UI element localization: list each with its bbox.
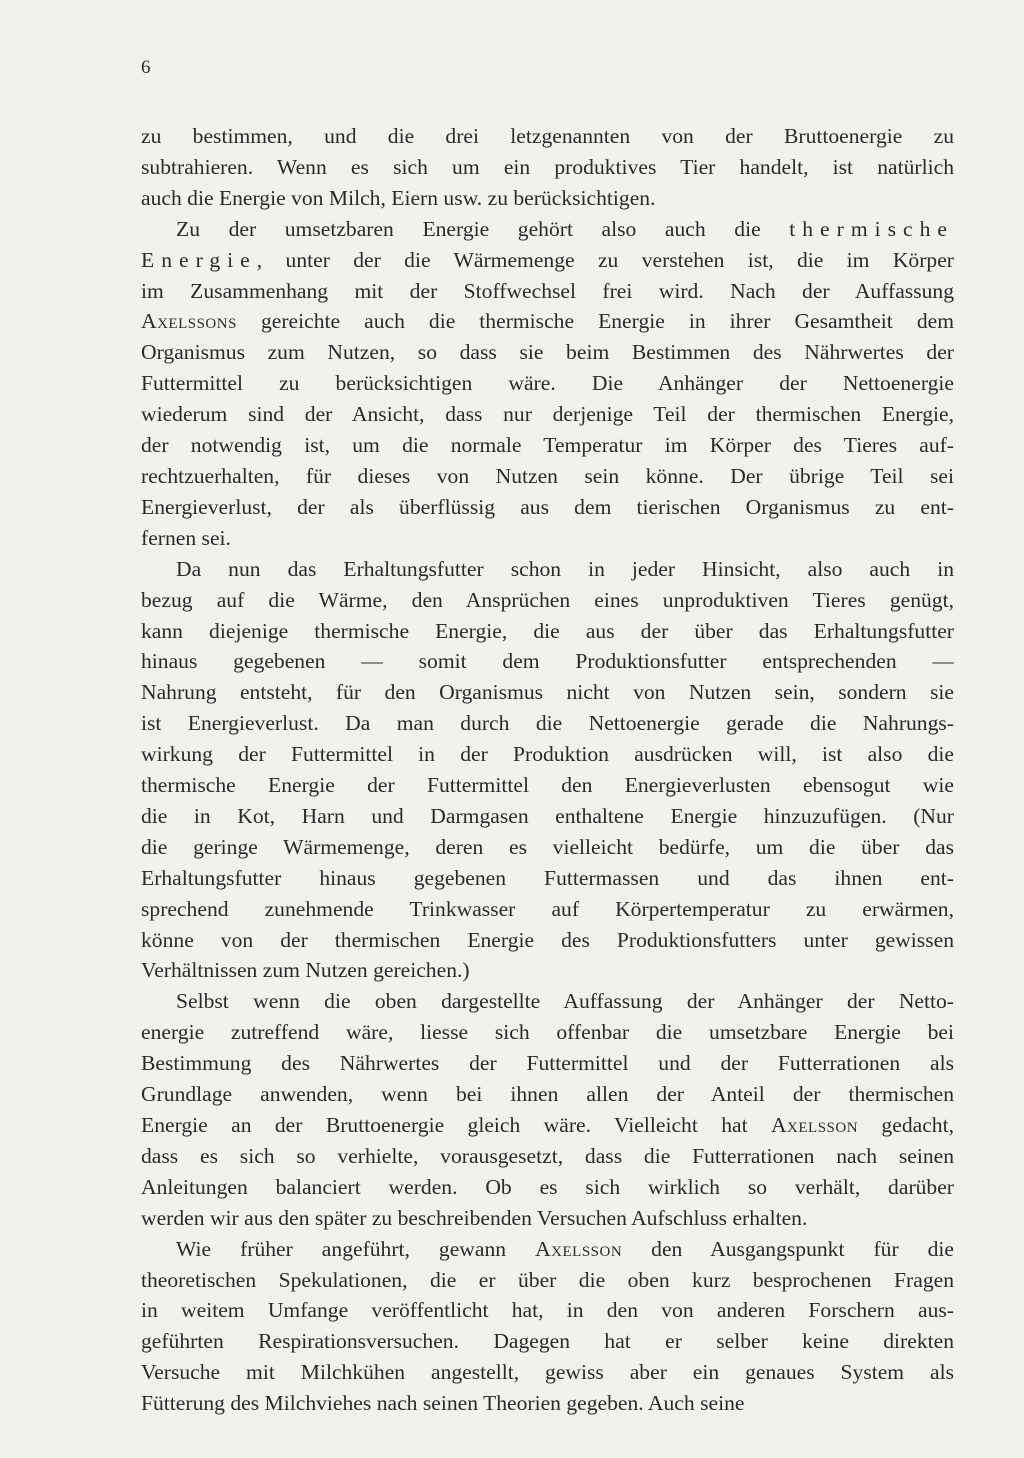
text-segment: zu bestimmen, und die drei letzgenannten von der Bruttoenergie zu	[141, 124, 954, 148]
text-segment: Wie früher angeführt, gewann	[176, 1236, 536, 1261]
text-segment: energie zutreffend wäre, liesse sich offenbar die umsetzbare Energie bei	[141, 1020, 954, 1045]
text-segment: wiederum sind der Ansicht, dass nur derjenige Teil der thermischen Energie,	[141, 402, 954, 427]
emphasized-term: thermische	[789, 216, 954, 241]
text-segment: geführten Respirationsversuchen. Dagegen hat er selber keine direkten	[141, 1329, 954, 1354]
text-segment: theoretischen Spekulationen, die er über die oben kurz besprochenen Fragen	[141, 1267, 954, 1292]
paragraph	[141, 214, 954, 554]
text-line	[141, 1141, 954, 1172]
text-line	[141, 1048, 954, 1079]
text-line	[141, 554, 954, 585]
emphasized-term: Energie	[141, 247, 257, 272]
text-line	[141, 152, 954, 183]
text-line	[141, 1172, 954, 1203]
text-line	[141, 1234, 954, 1265]
text-segment: wirkung der Futtermittel in der Produktion ausdrücken will, ist also die	[141, 742, 954, 767]
text-segment: bezug auf die Wärme, den Ansprüchen eines unproduktiven Tieres genügt,	[141, 587, 954, 612]
body-text	[141, 121, 954, 1419]
paragraph	[141, 1234, 954, 1419]
text-line	[141, 183, 954, 214]
text-line	[141, 337, 954, 368]
text-segment: , unter der die Wärmemenge zu verstehen ist, die im Körper	[256, 247, 954, 272]
text-line	[141, 1265, 954, 1296]
text-segment: gedacht,	[858, 1113, 954, 1137]
text-line	[141, 708, 954, 739]
text-segment: ist Energieverlust. Da man durch die Nettoenergie gerade die Nahrungs-	[141, 711, 954, 736]
text-line	[141, 461, 954, 492]
text-line	[141, 1388, 954, 1419]
text-segment: Organismus zum Nutzen, so dass sie beim Bestimmen des Nährwertes der	[141, 340, 954, 365]
text-segment: der notwendig ist, um die normale Temperatur im Körper des Tieres auf-	[141, 433, 954, 458]
text-line	[141, 368, 954, 399]
text-segment: Zu der umsetzbaren Energie gehört also auch die	[176, 216, 790, 241]
author-name: Axelssons	[141, 309, 237, 334]
text-segment: dass es sich so verhielte, vorausgesetzt, dass die Futterrationen nach seinen	[141, 1143, 954, 1168]
text-line	[141, 739, 954, 770]
text-line	[141, 677, 954, 708]
text-line	[141, 1326, 954, 1357]
text-segment: thermische Energie der Futtermittel den Energieverlusten ebensogut wie	[141, 773, 954, 798]
text-segment: im Zusammenhang mit der Stoffwechsel frei wird. Nach der Auffassung	[141, 278, 954, 303]
text-line	[141, 1357, 954, 1388]
author-name: Axelsson	[535, 1236, 623, 1261]
text-line	[141, 1295, 954, 1326]
text-line	[141, 770, 954, 801]
text-segment: Grundlage anwenden, wenn bei ihnen allen der Anteil der thermischen	[141, 1082, 954, 1107]
text-segment: Nahrung entsteht, für den Organismus nicht von Nutzen sein, sondern sie	[141, 680, 954, 705]
text-line	[141, 245, 954, 276]
text-segment: gereichte auch die thermische Energie in ihrer Gesamtheit dem	[236, 309, 954, 334]
text-line	[141, 523, 954, 554]
text-segment: Erhaltungsfutter hinaus gegebenen Futtermassen und das ihnen ent-	[141, 865, 954, 890]
text-segment: rechtzuerhalten, für dieses von Nutzen sein könne. Der übrige Teil sei	[141, 463, 954, 488]
text-segment: Da nun das Erhaltungsfutter schon in jeder Hinsicht, also auch in	[176, 556, 954, 581]
text-segment: werden wir aus den später zu beschreibenden Versuchen Aufschluss erhalten.	[141, 1205, 808, 1230]
paragraph	[141, 121, 954, 214]
text-line	[141, 863, 954, 894]
text-line	[141, 121, 954, 152]
text-line	[141, 585, 954, 616]
text-line	[141, 492, 954, 523]
text-segment: hinaus gegebenen — somit dem Produktionsfutter entsprechenden —	[141, 649, 954, 674]
text-segment: Verhältnissen zum Nutzen gereichen.)	[141, 958, 470, 983]
text-segment: in weitem Umfange veröffentlicht hat, in den von anderen Forschern aus-	[141, 1298, 954, 1323]
text-segment: Fütterung des Milchviehes nach seinen Theorien gegeben. Auch seine	[141, 1391, 745, 1416]
text-segment: fernen sei.	[141, 525, 231, 550]
text-line	[141, 801, 954, 832]
text-segment: kann diejenige thermische Energie, die aus der über das Erhaltungsfutter	[141, 618, 954, 643]
paragraph	[141, 986, 954, 1233]
text-line	[141, 955, 954, 986]
text-segment: Energieverlust, der als überflüssig aus dem tierischen Organismus zu ent-	[141, 494, 954, 519]
text-segment: subtrahieren. Wenn es sich um ein produktives Tier handelt, ist natürlich	[141, 154, 954, 179]
text-segment: Versuche mit Milchkühen angestellt, gewiss aber ein genaues System als	[141, 1360, 954, 1385]
text-segment: die geringe Wärmemenge, deren es vielleicht bedürfe, um die über das	[141, 834, 954, 859]
text-segment: Energie an der Bruttoenergie gleich wäre. Vielleicht hat	[141, 1113, 771, 1137]
page-number: 6	[141, 57, 151, 78]
text-line	[141, 399, 954, 430]
text-segment: sprechend zunehmende Trinkwasser auf Körpertemperatur zu erwärmen,	[141, 896, 954, 921]
text-line	[141, 306, 954, 337]
text-line	[141, 925, 954, 956]
text-line	[141, 276, 954, 307]
text-segment: Anleitungen balanciert werden. Ob es sich wirklich so verhält, darüber	[141, 1174, 954, 1199]
text-line	[141, 1203, 954, 1234]
text-line	[141, 894, 954, 925]
text-segment: den Ausgangspunkt für die	[622, 1236, 954, 1261]
text-segment: die in Kot, Harn und Darmgasen enthaltene Energie hinzuzufügen. (Nur	[141, 803, 954, 828]
text-line	[141, 832, 954, 863]
text-line	[141, 1079, 954, 1110]
text-segment: könne von der thermischen Energie des Produktionsfutters unter gewissen	[141, 927, 954, 952]
text-segment: Selbst wenn die oben dargestellte Auffassung der Anhänger der Netto-	[176, 989, 954, 1014]
text-segment: Bestimmung des Nährwertes der Futtermittel und der Futterrationen als	[141, 1051, 954, 1076]
text-line	[141, 430, 954, 461]
text-line	[141, 986, 954, 1017]
text-segment: auch die Energie von Milch, Eiern usw. zu berücksichtigen.	[141, 185, 656, 210]
author-name: Axelsson	[770, 1113, 859, 1137]
paragraph	[141, 554, 954, 987]
text-line	[141, 214, 954, 245]
text-line	[141, 1110, 954, 1141]
text-line	[141, 1017, 954, 1048]
text-segment: Futtermittel zu berücksichtigen wäre. Die Anhänger der Nettoenergie	[141, 371, 954, 396]
text-line	[141, 616, 954, 647]
text-line	[141, 646, 954, 677]
